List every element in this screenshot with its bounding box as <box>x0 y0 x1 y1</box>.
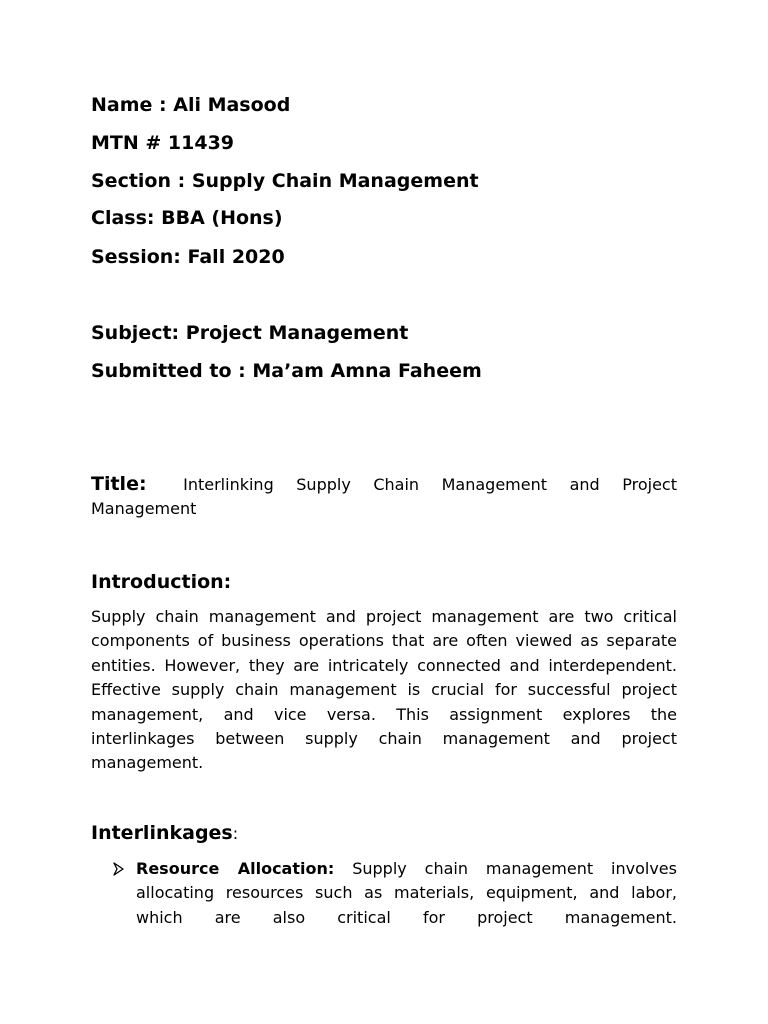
student-session: Session: Fall 2020 <box>91 246 285 268</box>
student-section: Section : Supply Chain Management <box>91 170 479 192</box>
interlinkages-heading <box>91 821 238 846</box>
list-item-label: Resource Allocation: <box>136 859 335 878</box>
interlinkages-heading-text: Interlinkages <box>91 822 233 844</box>
list-item-text <box>136 857 677 930</box>
title-label: Title: <box>91 473 147 495</box>
interlinkages-heading-colon: : <box>232 824 239 843</box>
introduction-body: Supply chain management and project management are two critical components of business operations that are often viewed as separate entities. However, they are intricately connected and interdependent. Effective supply chain management is crucial for successful project management, and vice versa. This assignment explores the interlinkages between supply chain management and project management. <box>91 607 677 773</box>
title-text: Interlinking Supply Chain Management and Project Management <box>91 475 677 518</box>
student-class: Class: BBA (Hons) <box>91 207 283 229</box>
list-item-body: Supply chain management involves allocating resources such as materials, equipment, and labor, which are also critical for project management. <box>136 859 677 927</box>
student-name: Name : Ali Masood <box>91 94 291 116</box>
introduction-heading: Introduction: <box>91 571 232 593</box>
document-page <box>91 0 677 1024</box>
arrow-bullet-icon <box>113 861 125 877</box>
subject-line: Subject: Project Management <box>91 322 409 344</box>
document-title <box>91 472 677 521</box>
submitted-to-line: Submitted to : Ma’am Amna Faheem <box>91 360 482 382</box>
student-mtn: MTN # 11439 <box>91 132 235 154</box>
